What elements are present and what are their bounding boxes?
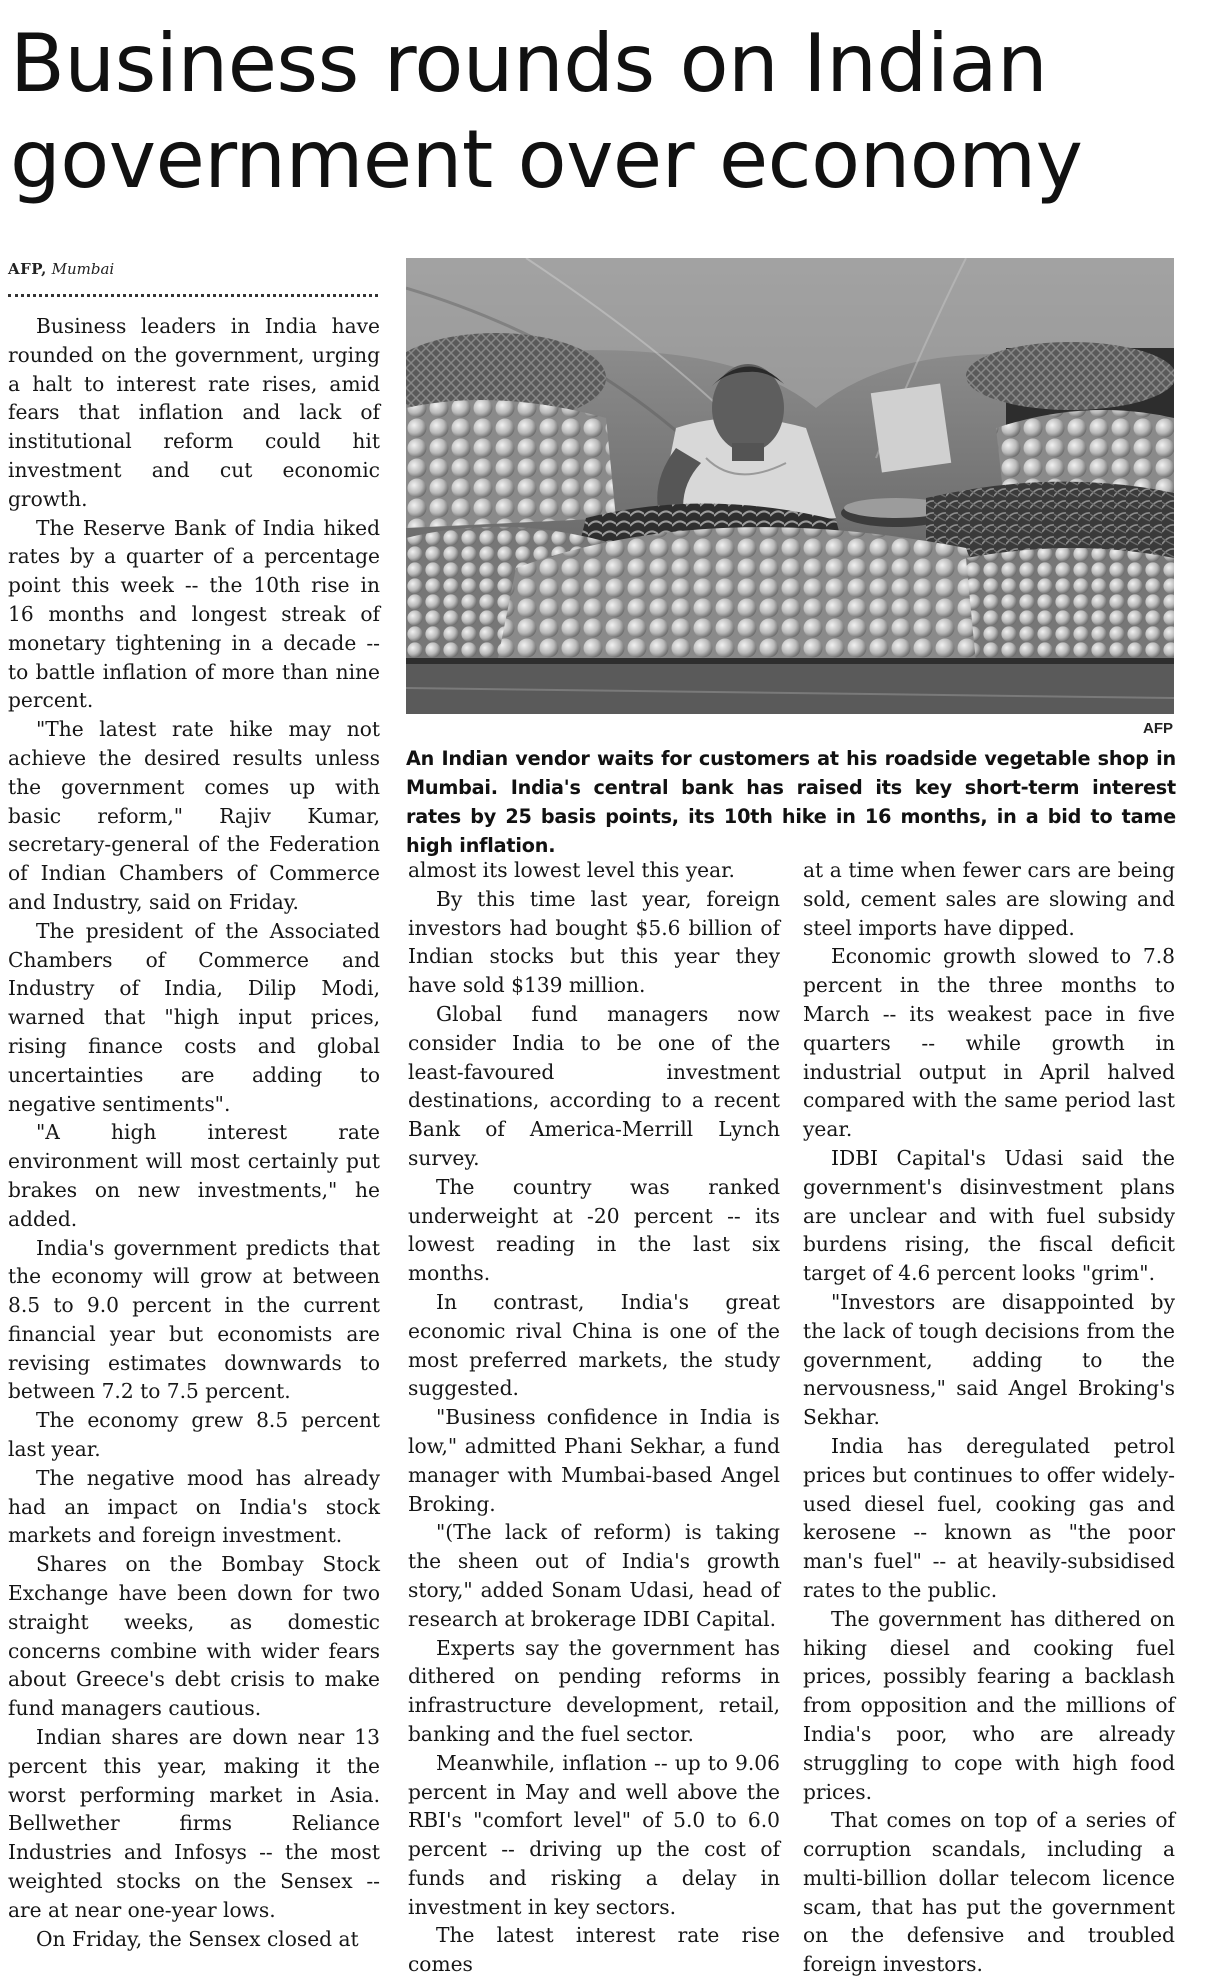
photo-credit: AFP (1143, 720, 1173, 737)
paragraph: The country was ranked underweight at -20 percent -- its lowest reading in the last six months. (408, 1174, 780, 1286)
paragraph: India has deregulated petrol prices but continues to offer widely-used diesel fuel, cooking gas and kerosene -- known as "the poor man's fuel" -- at heavily-subsidised rates to the public. (803, 1433, 1175, 1602)
paragraph: "(The lack of reform) is taking the sheen out of India's growth story," added Sonam Udasi, head of research at brokerage IDBI Capital. (408, 1520, 780, 1631)
paragraph: Indian shares are down near 13 percent this year, making it the worst performing market in Asia. Bellwether firms Reliance Industries and Infosys -- the most weighted stocks on the Sensex -- are at near one-year lows. (8, 1725, 380, 1922)
vendor-photo (406, 258, 1174, 714)
article-column-1 (8, 312, 380, 1953)
paragraph: The negative mood has already had an impact on India's stock markets and foreign investment. (8, 1465, 380, 1548)
paragraph: Experts say the government has dithered on pending reforms in infrastructure development, retail, banking and the fuel sector. (408, 1635, 780, 1746)
paragraph: "A high interest rate environment will most certainly put brakes on new investments," he added. (8, 1120, 380, 1231)
paragraph: The latest interest rate rise comes (408, 1923, 780, 1977)
vegetable-stall-image (406, 258, 1174, 714)
byline-agency: AFP, (8, 260, 47, 278)
paragraph: Economic growth slowed to 7.8 percent in the three months to March -- its weakest pace in five quarters -- while growth in industrial output in April halved compared with the same period last year. (803, 944, 1175, 1142)
paragraph: That comes on top of a series of corruption scandals, including a multi-billion dollar telecom licence scam, that has put the government on the defensive and troubled foreign investors. (803, 1808, 1175, 1977)
paragraph: The Reserve Bank of India hiked rates by a quarter of a percentage point this week -- the 10th rise in 16 months and longest streak of monetary tightening in a decade -- to battle inflation of more than nine percent. (8, 515, 380, 713)
paragraph: On Friday, the Sensex closed at (36, 1926, 359, 1951)
byline-divider (8, 294, 378, 297)
paragraph: Global fund managers now consider India to be one of the least-favoured investment destinations, according to a recent Bank of America-Merrill Lynch survey. (408, 1001, 780, 1170)
paragraph: In contrast, India's great economic rival China is one of the most preferred markets, the study suggested. (408, 1289, 780, 1401)
paragraph-continuation: almost its lowest level this year. (408, 858, 735, 882)
paragraph: The president of the Associated Chambers of Commerce and Industry of India, Dilip Modi, warned that "high input prices, rising finance costs and global uncertainties are adding to negative sentiments". (8, 918, 380, 1116)
paragraph: The economy grew 8.5 percent last year. (8, 1408, 380, 1462)
paragraph: "The latest rate hike may not achieve the desired results unless the government comes up with basic reform," Rajiv Kumar, secretary-general of the Federation of Indian Chambers of Commerce and Industry, said on Friday. (8, 717, 380, 914)
paragraph: By this time last year, foreign investors had bought $5.6 billion of Indian stocks but this year they have sold $139 million. (408, 886, 780, 998)
paragraph: "Investors are disappointed by the lack of tough decisions from the government, adding to the nervousness," said Angel Broking's Sekhar. (803, 1289, 1175, 1430)
article-column-2 (408, 856, 780, 1979)
paragraph: India's government predicts that the economy will grow at between 8.5 to 9.0 percent in the current financial year but economists are revising estimates downwards to between 7.2 to 7.5 percent. (8, 1235, 380, 1404)
byline-city: Mumbai (51, 260, 115, 278)
paragraph-continuation: at a time when fewer cars are being sold, cement sales are slowing and steel imports have dipped. (803, 858, 1175, 940)
article-column-3 (803, 856, 1175, 1979)
paragraph: "Business confidence in India is low," admitted Phani Sekhar, a fund manager with Mumbai-based Angel Broking. (408, 1405, 780, 1516)
paragraph: IDBI Capital's Udasi said the government's disinvestment plans are unclear and with fuel subsidy burdens rising, the fiscal deficit target of 4.6 percent looks "grim". (803, 1145, 1175, 1286)
paragraph: Business leaders in India have rounded on the government, urging a halt to interest rate rises, amid fears that inflation and lack of institutional reform could hit investment and cut economic growth. (8, 314, 380, 511)
photo-caption: An Indian vendor waits for customers at his roadside vegetable shop in Mumbai. India's central bank has raised its key short-term interest rates by 25 basis points, its 10th hike in 16 months, in a bid to tame high inflation. (406, 747, 1176, 857)
paragraph: The government has dithered on hiking diesel and cooking fuel prices, possibly fearing a backlash from opposition and the millions of India's poor, who are already struggling to cope with high food prices. (803, 1606, 1175, 1804)
paragraph: Shares on the Bombay Stock Exchange have been down for two straight weeks, as domestic concerns combine with wider fears about Greece's debt crisis to make fund managers cautious. (8, 1552, 380, 1721)
paragraph: Meanwhile, inflation -- up to 9.06 percent in May and well above the RBI's "comfort level" of 5.0 to 6.0 percent -- driving up the cost of funds and risking a delay in investment in key sectors. (408, 1750, 780, 1919)
article-headline: Business rounds on Indian government over economy (10, 17, 1083, 206)
byline (8, 260, 114, 278)
